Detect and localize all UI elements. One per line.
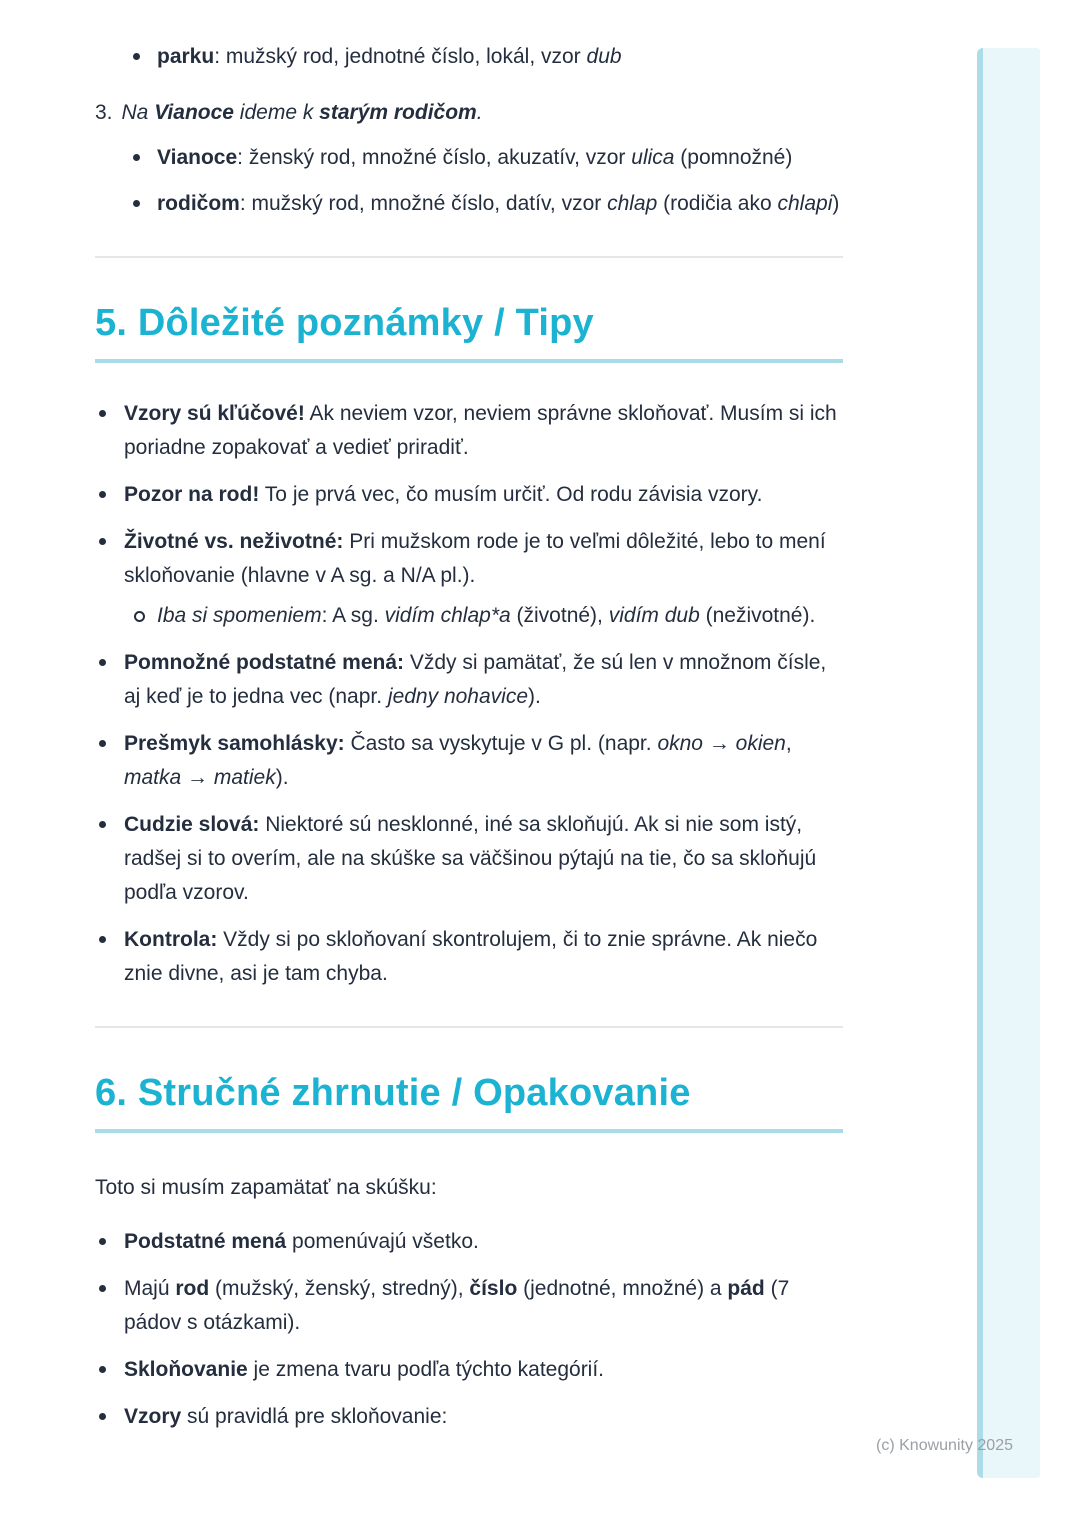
- text-segment: Vzory: [124, 1405, 182, 1428]
- text-segment: matka: [124, 766, 182, 789]
- text-segment: Vianoce: [154, 101, 234, 124]
- section-divider: [95, 256, 843, 258]
- text-segment: starým rodičom: [319, 101, 477, 124]
- text-segment: vidím dub: [608, 604, 700, 627]
- bullet-item: [95, 397, 843, 465]
- text-segment: (životné),: [510, 604, 609, 627]
- text-segment: Iba si spomeniem: [157, 604, 322, 627]
- bullet-item: [95, 525, 843, 633]
- summary-list: [95, 1225, 843, 1434]
- text-segment: ,: [785, 732, 792, 755]
- example-text: [122, 101, 483, 124]
- bullet-item: [95, 808, 843, 910]
- example-detail-list: [95, 40, 843, 74]
- text-segment: (neživotné).: [699, 604, 816, 627]
- text-segment: Pri mužskom rode je to veľmi dôležité, lebo to mení skloňovanie (hlavne v A sg. a N/A pl.).: [124, 530, 826, 587]
- text-segment: Skloňovanie: [124, 1358, 248, 1381]
- bullet-item: [95, 923, 843, 991]
- text-segment: (rodičia ako: [657, 192, 778, 215]
- text-segment: →: [702, 732, 736, 755]
- text-segment: okien: [735, 732, 786, 755]
- text-segment: Vždy si pamätať, že sú len v množnom čísle, aj keď je to jedna vec (napr.: [124, 651, 827, 708]
- tips-list: [95, 397, 843, 991]
- text-segment: jedny nohavice: [387, 685, 529, 708]
- text-segment: je zmena tvaru podľa týchto kategórií.: [247, 1358, 605, 1381]
- text-segment: ideme k: [233, 101, 320, 124]
- bullet-item: [95, 478, 843, 512]
- text-segment: (jednotné, množné) a: [517, 1277, 728, 1300]
- side-accent-bar: [977, 48, 1040, 1478]
- text-segment: ulica: [631, 146, 675, 169]
- notes-content: [95, 40, 843, 1447]
- text-segment: číslo: [469, 1277, 518, 1300]
- bullet-item: [95, 646, 843, 714]
- bullet-item: [95, 1272, 843, 1340]
- text-segment: Životné vs. neživotné:: [124, 530, 344, 553]
- text-segment: Cudzie slová:: [124, 813, 260, 836]
- text-segment: ).: [275, 766, 289, 789]
- text-segment: rodičom: [157, 192, 240, 215]
- text-segment: : mužský rod, množné číslo, datív, vzor: [239, 192, 608, 215]
- section-6-heading: 6. Stručné zhrnutie / Opakovanie: [95, 1072, 843, 1133]
- text-segment: Kontrola:: [124, 928, 218, 951]
- bullet-item: [95, 1400, 843, 1434]
- bullet-item: [95, 141, 843, 175]
- text-segment: ): [832, 192, 840, 215]
- text-segment: Pomnožné podstatné mená:: [124, 651, 405, 674]
- bullet-text: [124, 530, 826, 587]
- text-segment: Vzory sú kľúčové!: [124, 402, 305, 425]
- section-5-heading: 5. Dôležité poznámky / Tipy: [95, 302, 843, 363]
- text-segment: Pozor na rod!: [124, 483, 260, 506]
- text-segment: To je prvá vec, čo musím určiť. Od rodu závisia vzory.: [259, 483, 763, 506]
- section-divider: [95, 1026, 843, 1028]
- text-segment: : ženský rod, množné číslo, akuzatív, vzor: [237, 146, 632, 169]
- text-segment: .: [476, 101, 483, 124]
- text-segment: : mužský rod, jednotné číslo, lokál, vzor: [214, 45, 587, 68]
- text-segment: rod: [175, 1277, 210, 1300]
- text-segment: (7 pádov s otázkami).: [124, 1277, 790, 1334]
- text-segment: pomenúvajú všetko.: [286, 1230, 479, 1253]
- example-number: 3.: [95, 101, 113, 124]
- text-segment: Majú: [124, 1277, 176, 1300]
- text-segment: pád: [727, 1277, 765, 1300]
- example-detail-list: [95, 141, 843, 221]
- text-segment: Podstatné mená: [124, 1230, 287, 1253]
- text-segment: Ak neviem vzor, neviem správne skloňovať. Musím si ich poriadne zopakovať a vedieť priradiť.: [124, 402, 837, 459]
- text-segment: Vianoce: [157, 146, 238, 169]
- bullet-item: [95, 187, 843, 221]
- text-segment: Niektoré sú nesklonné, iné sa skloňujú. Ak si nie som istý, radšej si to overím, ale na skúške sa väčšinou pýtajú na tie, čo sa skloňujú podľa vzorov.: [124, 813, 817, 904]
- text-segment: okno: [657, 732, 703, 755]
- numbered-example: [95, 96, 843, 130]
- text-segment: chlap: [607, 192, 658, 215]
- bullet-item: [95, 1225, 843, 1259]
- summary-lead: Toto si musím zapamätať na skúšku:: [95, 1176, 437, 1199]
- text-segment: Vždy si po skloňovaní skontrolujem, či to znie správne. Ak niečo znie divne, asi je tam chyba.: [124, 928, 818, 985]
- text-segment: matiek: [213, 766, 276, 789]
- copyright-footer: (c) Knowunity 2025: [876, 1437, 1013, 1454]
- text-segment: Na: [121, 101, 155, 124]
- text-segment: parku: [157, 45, 215, 68]
- text-segment: (mužský, ženský, stredný),: [209, 1277, 470, 1300]
- sub-bullet-item: [124, 599, 843, 633]
- text-segment: (pomnožné): [674, 146, 793, 169]
- text-segment: dub: [586, 45, 622, 68]
- text-segment: →: [181, 766, 214, 789]
- bullet-item: [95, 727, 843, 795]
- text-segment: : A sg.: [321, 604, 385, 627]
- text-segment: Často sa vyskytuje v G pl. (napr.: [344, 732, 658, 755]
- text-segment: Prešmyk samohlásky:: [124, 732, 345, 755]
- bullet-item: [95, 40, 843, 74]
- text-segment: vidím chlap*a: [384, 604, 511, 627]
- text-segment: ).: [528, 685, 541, 708]
- text-segment: sú pravidlá pre skloňovanie:: [181, 1405, 448, 1428]
- sub-note-list: [124, 599, 843, 633]
- bullet-item: [95, 1353, 843, 1387]
- text-segment: chlapi: [777, 192, 833, 215]
